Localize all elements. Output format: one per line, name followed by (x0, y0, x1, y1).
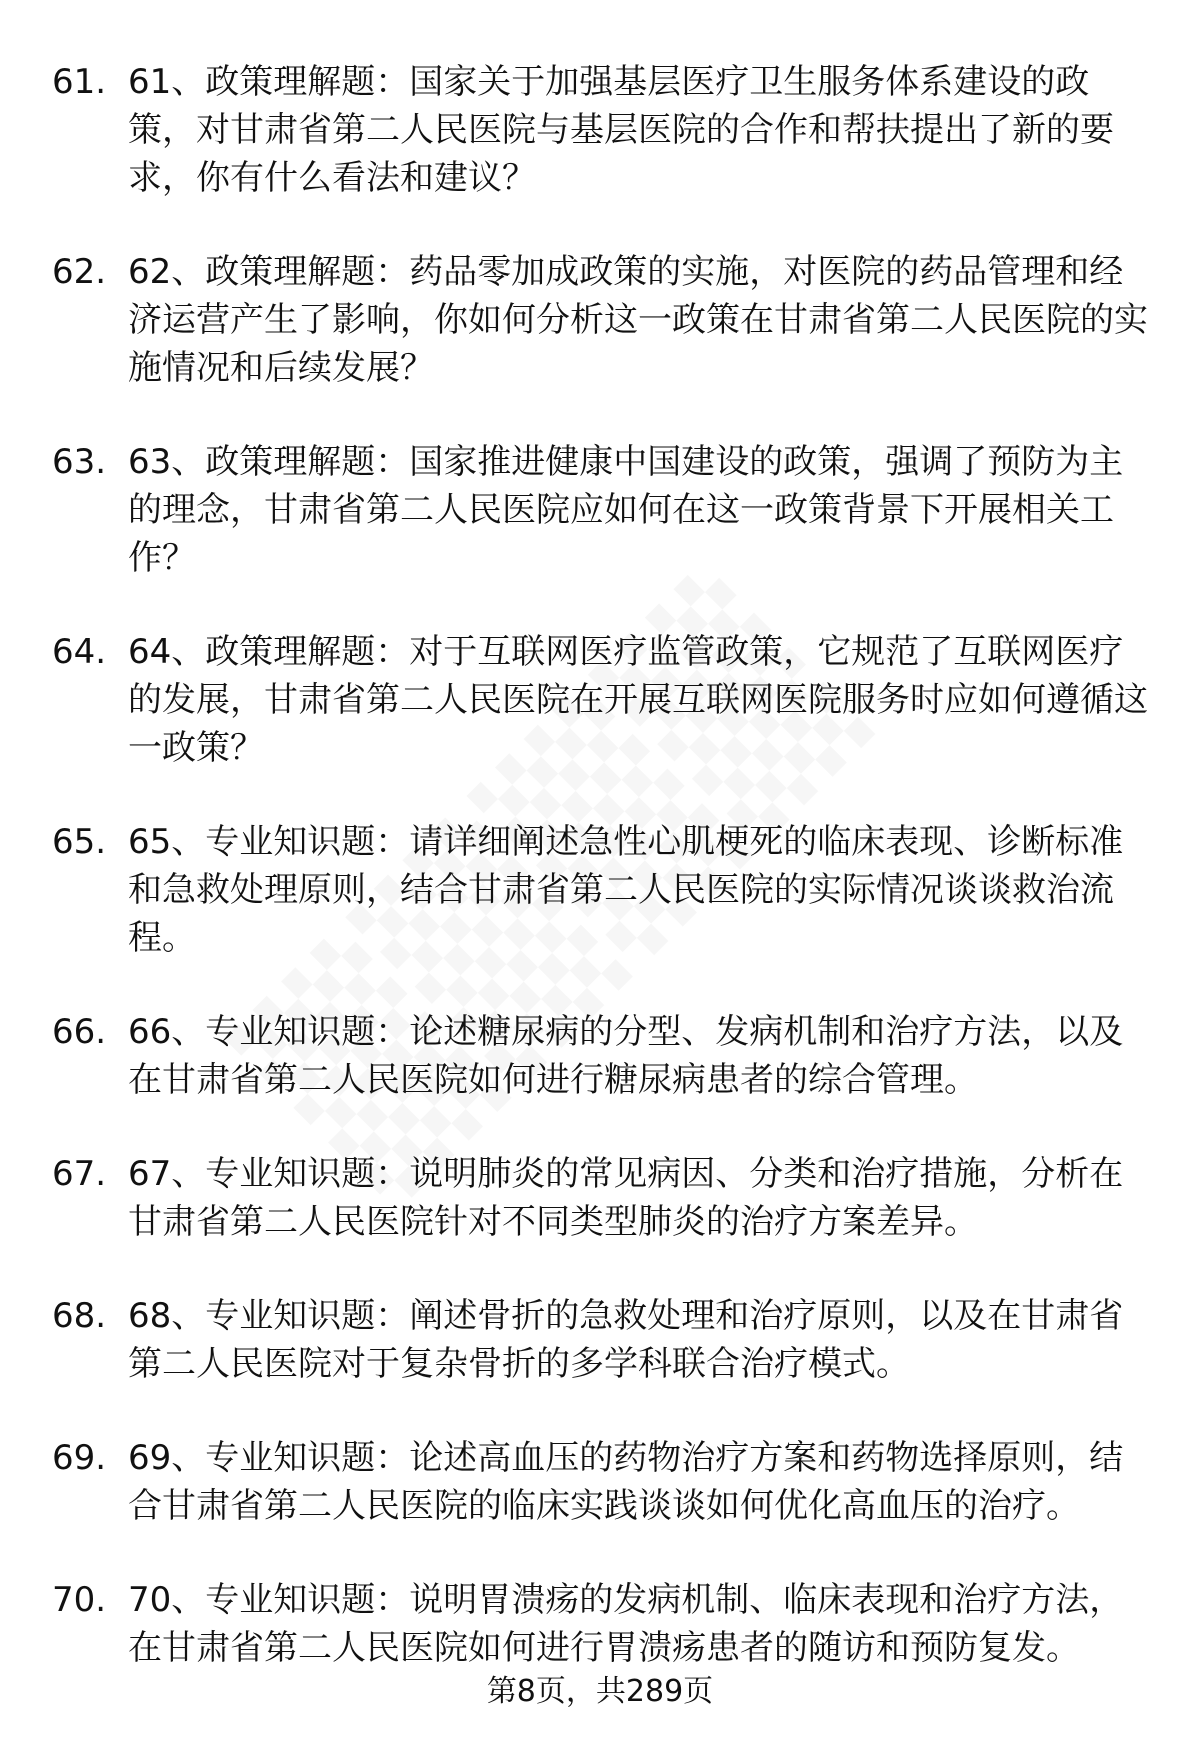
list-item (0, 1576, 1200, 1672)
page-footer: 第8页，共289页 (486, 1674, 714, 1709)
list-item (0, 438, 1200, 582)
item-text: 68、专业知识题：阐述骨折的急救处理和治疗原则，以及在甘肃省第二人民医院对于复杂骨折的多学科联合治疗模式。 (128, 1296, 1124, 1384)
item-text: 64、政策理解题：对于互联网医疗监管政策，它规范了互联网医疗的发展，甘肃省第二人民医院在开展互联网医院服务时应如何遵循这一政策？ (128, 632, 1148, 768)
item-text: 63、政策理解题：国家推进健康中国建设的政策，强调了预防为主的理念，甘肃省第二人民医院应如何在这一政策背景下开展相关工作？ (128, 442, 1124, 578)
list-item (0, 1434, 1200, 1530)
list-item (0, 1008, 1200, 1104)
item-text: 62、政策理解题：药品零加成政策的实施，对医院的药品管理和经济运营产生了影响，你如何分析这一政策在甘肃省第二人民医院的实施情况和后续发展？ (128, 252, 1148, 388)
question-list (0, 58, 1200, 1718)
list-item (0, 1292, 1200, 1388)
item-number: 61. (52, 62, 107, 102)
item-number: 66. (52, 1012, 107, 1052)
item-text: 65、专业知识题：请详细阐述急性心肌梗死的临床表现、诊断标准和急救处理原则，结合甘肃省第二人民医院的实际情况谈谈救治流程。 (128, 822, 1124, 958)
item-number: 69. (52, 1438, 107, 1478)
list-item (0, 248, 1200, 392)
list-item (0, 1150, 1200, 1246)
item-number: 65. (52, 822, 107, 862)
item-number: 68. (52, 1296, 107, 1336)
item-number: 70. (52, 1580, 107, 1620)
list-item (0, 818, 1200, 962)
item-number: 67. (52, 1154, 107, 1194)
item-text: 61、政策理解题：国家关于加强基层医疗卫生服务体系建设的政策，对甘肃省第二人民医院与基层医院的合作和帮扶提出了新的要求，你有什么看法和建议？ (128, 62, 1114, 198)
list-item (0, 58, 1200, 202)
item-number: 62. (52, 252, 107, 292)
list-item (0, 628, 1200, 772)
item-text: 70、专业知识题：说明胃溃疡的发病机制、临床表现和治疗方法，在甘肃省第二人民医院如何进行胃溃疡患者的随访和预防复发。 (128, 1580, 1124, 1668)
item-number: 64. (52, 632, 107, 672)
item-text: 67、专业知识题：说明肺炎的常见病因、分类和治疗措施，分析在甘肃省第二人民医院针对不同类型肺炎的治疗方案差异。 (128, 1154, 1124, 1242)
item-number: 63. (52, 442, 107, 482)
item-text: 66、专业知识题：论述糖尿病的分型、发病机制和治疗方法，以及在甘肃省第二人民医院如何进行糖尿病患者的综合管理。 (128, 1012, 1124, 1100)
item-text: 69、专业知识题：论述高血压的药物治疗方案和药物选择原则，结合甘肃省第二人民医院的临床实践谈谈如何优化高血压的治疗。 (128, 1438, 1124, 1526)
